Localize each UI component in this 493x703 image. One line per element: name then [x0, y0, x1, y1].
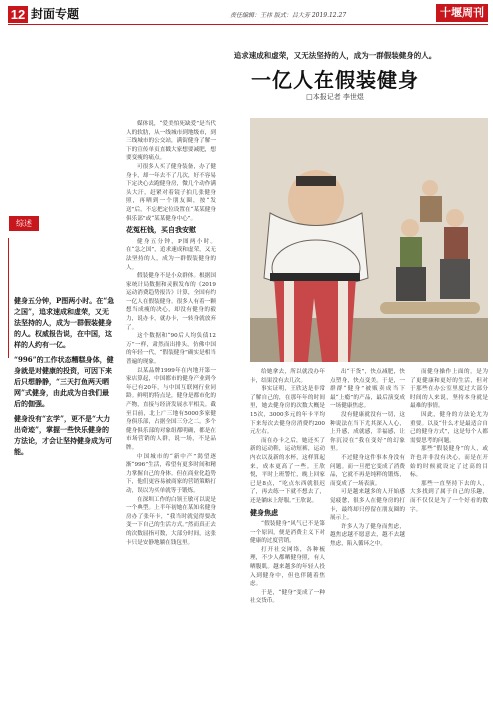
article-paragraph: 这个数据和“90后人均负债12万”一样，肃然而出排头，仿佛中国的年轻一代，“假装健身”确实是相当普遍的现象。 [126, 333, 216, 366]
article-paragraph: 那些一直坚持下去的人，大多找到了属于自己的乐趣，而不仅仅是为了一个好看的数字。 [410, 480, 488, 513]
header-divider [8, 24, 488, 25]
article-paragraph: 不过健身这件事本身没有问题。而一旦把它变成了消费品，它就不再是纯粹的锻炼，而变成了一场表演。 [330, 454, 405, 487]
headline-title: 一亿人在假装健身 [251, 68, 419, 92]
article-paragraph: 以某品牌1999年在内地开第一家店算起，中国都市的健身产业到今年已有20年，与中国互联网行业同龄。鲜明的特点是，健身是都市化的产物，直接与经济发展水平相关。截至目前，北上广三地有5000多家健身俱乐部，占据全国三分之二。多个健身俱乐部的对象组都明确，都是在市场营销的人群，说一场，不是品牌。 [126, 367, 216, 451]
article-subheading: 健身焦虑 [250, 509, 278, 517]
article-paragraph: 而在办卡之后，她还买了新的运动鞋，运动短裤，运动内衣以及新的水杯，这样算起来，成本更高了一些。王欣悦，平时上班警忙，晚上回家已是8点，“吃点东西就很迟了，再去练一下就不想去了，还是躺床上舒服。”王欣说。 [250, 437, 325, 504]
newspaper-name: 十堰周刊 [436, 4, 488, 22]
article-column-1 [126, 120, 216, 695]
article-paragraph: 给她拿去，所以就没办年卡，结果没有去几次。 [250, 369, 325, 384]
section-title: 封面专题 [31, 7, 80, 21]
article-paragraph: 那些“假装健身”的人，或许也并非没有决心，而是在开始的时候就设定了过高的目标。 [410, 446, 488, 479]
article-paragraph: 出“干货”，快点减肥，快点塑身，快点变美。于是，一群群“健身”被贩卖成当下最“上瘾”的产品，最后演变成一场健康焦虑。 [330, 369, 405, 410]
editor-credits: 责任编辑：王祎 版式：吕大芳 2019.12.27 [230, 12, 347, 19]
article-column-2 [250, 368, 325, 698]
article-paragraph: 没有健康就没有一切，这种说法在当下尤其深入人心，上升感，成就感，幸福感，让你沉浸在“我在变好”的幻象里。 [330, 411, 405, 453]
article-paragraph: 于是，“健身”变成了一种社交货币。 [250, 589, 325, 605]
article-paragraph: 在深圳工作的白领王敏可以说是一个典型。上半年初她在某知名健身房办了张年卡，“我当时就觉得要改变一下自己的生活方式。”然而真正去的次数屈指可数，大部分时间，这张卡只是安静地躺在钱包里。 [126, 496, 216, 546]
byline: □本报记者 李世煜 [306, 93, 364, 101]
article-paragraph: 许多人为了健身而焦虑，越焦虑越不愿意去，越不去越焦虑，陷入循环之中。 [330, 523, 405, 547]
article-subheading: 花冤枉钱，买自我安慰 [126, 227, 196, 235]
summary-tag: 综述 [9, 216, 39, 231]
article-paragraph: 事实证明，王欣达是非常了解自己的，在那年年的时间里，她去健身房的次数大概是15次，3000多元的年卡平均下来每次去健身房消费约200元左右。 [250, 386, 325, 436]
quote-paragraph: 健身五分钟，P图两小时。在“急之国”，追求速成和虚荣，又无法坚持的人，成为一群假装健身的人。权威报告说，在中国，这样的人约有一亿。 [14, 296, 115, 349]
article-paragraph: 因此，健身的方法论尤为重要。以及“什么才是最适合自己的健身方式”，这是每个人都需要思考的问题。 [410, 411, 488, 444]
article-column-4 [410, 368, 488, 698]
article-paragraph: 可是越来越多的人开始感觉疲惫，很多人在健身房的打卡，最终却只停留在朋友圈的展示上。 [330, 489, 405, 522]
quote-paragraph: 健身没有“玄学”，更不是“大力出奇迹”，掌握一些快乐健身的方法论，才会让坚持健身成为可能。 [14, 414, 112, 456]
article-paragraph: 打开社交网络，各种梳理，不少人都晒健身照，有人晒腹肌。越来越多的年轻人投入到健身中，但也伴随着焦虑。 [250, 546, 325, 588]
article-paragraph: “假装健身”风气已不是第一个原因，便是消费主义下对健康的过度营销。 [250, 521, 325, 545]
side-border [8, 238, 9, 358]
headline-subtitle: 追求速成和虚荣，又无法坚持的人，成为一群假装健身的人。 [233, 51, 437, 60]
article-column-3 [330, 368, 405, 698]
article-paragraph: 中国城市的“新中产”渴望逐渐“996”生活，希望有更多时间和精力掌握自己的身体。但在商业化趋势下，他们更容易被商家的营销策略打动，误以为买单就等于锻炼。 [126, 453, 216, 494]
article-paragraph: 假装健身不是小众群体。根据国家统计局数据和灵猴发布的《2019运动消费趋势报告》计算，全国有约一亿人在假装健身。很多人有着一颗想当成瘦的决心，却没有健身的毅力，说办卡，就办卡，一转身就放弃了。 [126, 273, 216, 331]
article-paragraph: 健身五分钟，P图两小时。在“急之国”，追求速成和虚荣，又无法坚持的人，成为一群假装健身的人。 [126, 238, 216, 271]
article-paragraph: 媒体说，“爱美怕死缺爱”是当代人的软肋，从一线城市到地级市，到三线城市的公交站，满街健身了解一下的宣传单页直戳大家想要减肥，想要变瘦的痛点。 [126, 121, 216, 162]
article-paragraph: 而健身操作上面的，是为了更健康和更好的生活，但对于那些在办公室里度过大部分时间的人来说，坚持本身就是最难的事情。 [410, 369, 488, 410]
page-number: 12 [8, 6, 28, 23]
article-paragraph: 可很多人买了健身装备，办了健身卡，却一年去不了几次，好不容易下定决心去跑健身房，微几个动作满头大汗，赶紧对着镜子拍几张健身照，再晒到一个朋友圈，按“发送”后，不忘把定位设置在“某某健身俱乐部”或“某某健身中心”。 [126, 163, 216, 222]
summary-quote [14, 295, 116, 461]
article-illustration [250, 118, 488, 362]
quote-paragraph: “996”的工作状态糟糕身体，健身就是对健康的投资，可因下来后只想静静，“三天打鱼两天晒网”式健身，由此成为自我们最后的伽强。 [14, 355, 114, 408]
